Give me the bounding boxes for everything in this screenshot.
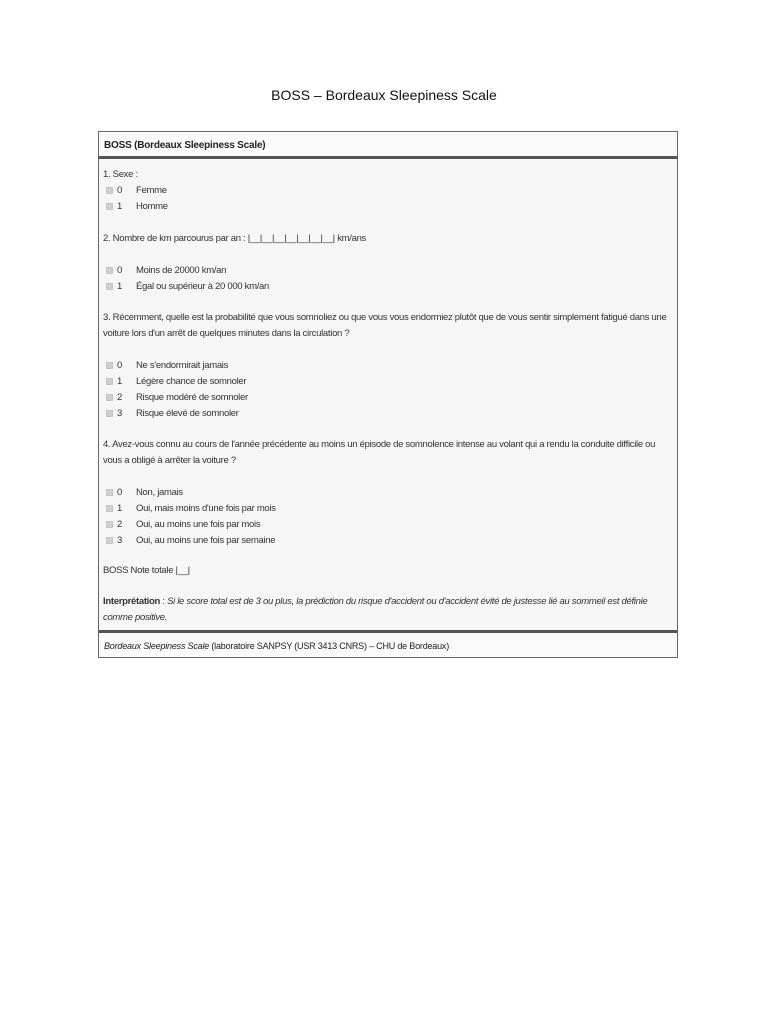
checkbox[interactable] (106, 505, 113, 512)
checkbox[interactable] (106, 283, 113, 290)
interpretation-text: Si le score total est de 3 ou plus, la prédiction du risque d'accident ou d'accident évité de justesse lié au sommeil est définie comme positive. (103, 596, 648, 623)
checkbox[interactable] (106, 378, 113, 385)
option-code: 1 (117, 376, 122, 387)
option-code: 2 (117, 519, 122, 530)
option-code: 1 (117, 201, 122, 212)
option-label: Non, jamais (136, 487, 183, 498)
option-code: 1 (117, 503, 122, 514)
checkbox[interactable] (106, 187, 113, 194)
footer-scale-name: Bordeaux Sleepiness Scale (104, 641, 210, 651)
option-label: Ne s'endormirait jamais (136, 360, 229, 371)
page-title: BOSS – Bordeaux Sleepiness Scale (271, 87, 497, 103)
question-2: 2. Nombre de km parcourus par an : |__|__|__|__|__|__|__| km/ans (103, 233, 367, 244)
option-code: 0 (117, 185, 122, 196)
boss-form (98, 131, 678, 658)
checkbox[interactable] (106, 410, 113, 417)
option-label: Oui, au moins une fois par semaine (136, 535, 276, 546)
option-code: 0 (117, 360, 122, 371)
option-label: Risque élevé de somnoler (136, 408, 239, 419)
interpretation (103, 594, 673, 626)
option-code: 3 (117, 535, 122, 546)
checkbox[interactable] (106, 489, 113, 496)
interpretation-label: Interprétation (103, 596, 161, 607)
option-label: Moins de 20000 km/an (136, 265, 227, 276)
checkbox[interactable] (106, 394, 113, 401)
checkbox[interactable] (106, 537, 113, 544)
total-score: BOSS Note totale |__| (103, 565, 190, 576)
option-code: 2 (117, 392, 122, 403)
option-label: Risque modéré de somnoler (136, 392, 248, 403)
option-label: Légère chance de somnoler (136, 376, 247, 387)
option-code: 3 (117, 408, 122, 419)
option-code: 0 (117, 487, 122, 498)
question-4: 4. Avez-vous connu au cours de l'année précédente au moins un épisode de somnolence intense au volant qui a rendu la conduite difficile ou vous a obligé à arrêter la voiture ? (103, 439, 656, 466)
question-1: 1. Sexe : (103, 169, 138, 180)
form-footer (99, 630, 677, 657)
checkbox[interactable] (106, 521, 113, 528)
option-code: 1 (117, 281, 122, 292)
footer-credit: (laboratoire SANPSY (USR 3413 CNRS) – CHU de Bordeaux) (209, 641, 450, 651)
option-label: Femme (136, 185, 167, 196)
question-3: 3. Récemment, quelle est la probabilité que vous somnoliez ou que vous vous endormiez plutôt que de vous sentir simplement fatigué dans une voiture lors d'un arrêt de quelques minutes dans la circulation ? (103, 312, 667, 339)
checkbox[interactable] (106, 362, 113, 369)
checkbox[interactable] (106, 267, 113, 274)
option-label: Oui, mais moins d'une fois par mois (136, 503, 276, 514)
option-label: Homme (136, 201, 168, 212)
checkbox[interactable] (106, 203, 113, 210)
option-code: 0 (117, 265, 122, 276)
interpretation-separator: : (160, 596, 168, 607)
option-label: Oui, au moins une fois par mois (136, 519, 261, 530)
option-label: Égal ou supérieur à 20 000 km/an (136, 281, 269, 292)
form-header: BOSS (Bordeaux Sleepiness Scale) (99, 132, 677, 159)
